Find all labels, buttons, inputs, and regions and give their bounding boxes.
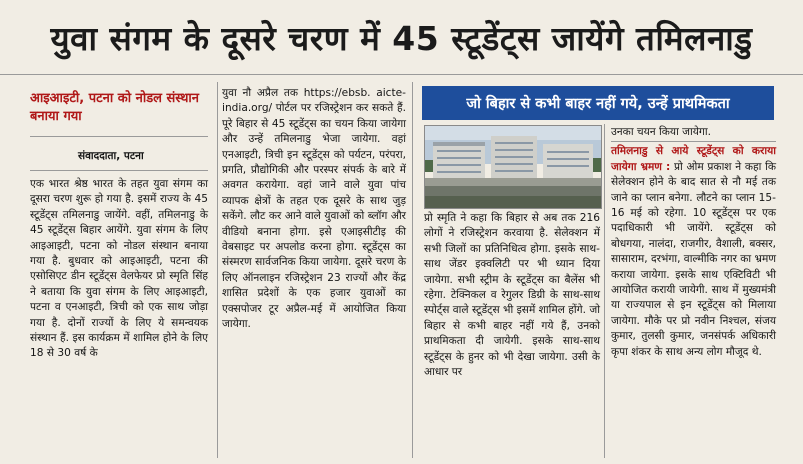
- subheadline: आइआइटी, पटना को नोडल संस्थान बनाया गया: [30, 91, 199, 124]
- campus-building-image: [425, 126, 601, 208]
- headline: युवा संगम के दूसरे चरण में 45 स्टूडेंट्स जायेंगे तमिलनाडु: [50, 18, 753, 58]
- article-body-4-text: प्रो ओम प्रकाश ने कहा कि सेलेक्शन होने के बाद सात से नौ मई तक जाने का प्लान बनेगा. लौटने का प्लान 15-16 मई को रहेगा. 10 स्टूडेंट्स पर एक पदाधिकारी भी जायेंगे. स्टूडेंट्स को बोधगया, नालंदा, राजगीर, वैशाली, बक्सर, सासाराम, दरभंगा, वाल्मीकि नगर का भ्रमण कराया जायेगा. इसके साथ एक्टिविटी भी आयोजित करायी जायेगी. साथ में मुख्यमंत्री या राज्यपाल से इन स्टूडेंट्स को मिलाया जायेगा. मौके पर प्रो नवीन निश्चल, संजय कुमार, तुलसी कुमार, जनसंपर्क अधिकारी कृपा शंकर के साथ अन्य लोग मौजूद थे.: [611, 160, 776, 358]
- article-column-4: [611, 125, 776, 360]
- section-subhead: तमिलनाडु से आये स्टूडेंट्स को कराया जायेगा भ्रमण :: [611, 145, 776, 173]
- highlight-banner: जो बिहार से कभी बाहर नहीं गये, उन्हें प्राथमिकता: [422, 86, 774, 120]
- article-body-3: प्रो स्मृति ने कहा कि बिहार से अब तक 216 लोगों ने रजिस्ट्रेशन करवाया है. सेलेक्शन में सभी जिलों का प्रतिनिधित्व होगा. इसके साथ-साथ जेंडर इक्वलिटी पर भी ध्यान दिया जायेगा. सभी स्ट्रीम के स्टूडेंट्स का बैलेंस भी रहेगा. टेक्निकल व रेगुलर डिग्री के साथ-साथ स्पोर्ट्स वाले स्टूडेंट्स भी इसमें शामिल होंगे. जो बिहार से कभी बाहर नहीं गये हैं, उनको प्राथमिकता दी जायेगी. इसके साथ-साथ स्टूडेंट्स के हुनर को भी देखा जायेगा. उसी के आधार पर: [424, 212, 600, 379]
- article-body-2: युवा नौ अप्रैल तक https://ebsb. aicte-india.org/ पोर्टल पर रजिस्ट्रेशन कर सकते हैं. पूरे बिहार से 45 स्टूडेंट्स का चयन किया जायेगा और उन्हें तमिलनाडु भेजा जायेगा. वहां एनआइटी, त्रिची इन स्टूडेंट्स को पर्यटन, परंपरा, प्रगति, प्रौद्योगिकी और परस्पर संपर्क के बारे में अवगत करायेगा. वहां जाने वाले युवा पांच व्यापक क्षेत्रों के तहत एक दूसरे के साथ जुड़ सकेंगे. लौट कर आने वाले युवाओं को ब्लॉग और वीडियो बनाना होगा. इसे एआइसीटीइ की वेबसाइट पर अपलोड करना होगा. स्टूडेंट्स का संस्मरण सार्वजनिक किया जायेगा. दूसरे चरण के लिए ऑनलाइन रजिस्ट्रेशन 23 राज्यों और केंद्र शासित प्रदेशों के एक हजार युवाओं का एक्सपोजर टूर अप्रैल-मई में आयोजित किया जायेगा.: [222, 87, 406, 331]
- subheadline-rule: [30, 136, 208, 137]
- column-divider-1: [217, 82, 218, 458]
- byline: संवाददाता, पटना: [78, 150, 144, 162]
- article-body-1: एक भारत श्रेष्ठ भारत के तहत युवा संगम का दूसरा चरण शुरू हो गया है. इसमें राज्य के 45 स्टूडेंट्स तमिलनाडु जायेंगे. वहीं, तमिलनाडु के 45 स्टूडेंट्स बिहार आयेंगे. युवा संगम के लिए आइआइटी, पटना को नोडल संस्थान बनाया गया है. बुधवार को आइआइटी, पटना की एसोसिएट डीन स्टूडेंट्स वेलफेयर प्रो स्मृति सिंह ने बताया कि युवा संगम के लिए आइआइटी, पटना व एनआइटी, त्रिची को एक साथ जोड़ा गया है. दोनों राज्यों के लिए ये समन्वयक संस्थान हैं. इस कार्यक्रम में शामिल होने के लिए 18 से 30 वर्ष के: [30, 178, 208, 360]
- article-column-3: [424, 211, 600, 380]
- article-column-1: [30, 177, 208, 362]
- byline-rule: [30, 170, 208, 171]
- campus-photo: [424, 125, 602, 209]
- headline-rule: [0, 74, 803, 75]
- col4-rule: [611, 141, 776, 142]
- article-body-4: [611, 144, 776, 360]
- article-body-4-top: उनका चयन किया जायेगा.: [611, 126, 712, 138]
- article-column-2: [222, 86, 406, 333]
- column-divider-2: [412, 82, 413, 458]
- column-divider-3: [604, 124, 605, 458]
